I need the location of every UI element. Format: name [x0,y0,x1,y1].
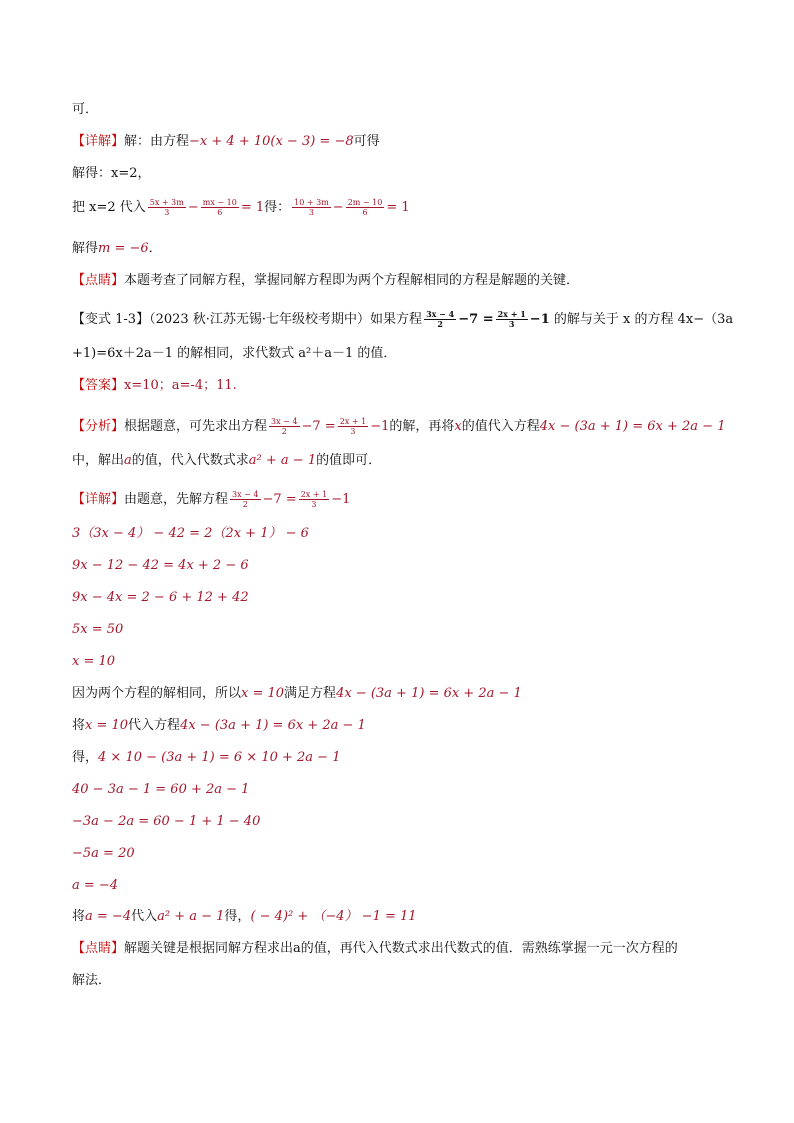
analysis-line [72,417,725,436]
text-line [72,685,522,703]
fraction [299,490,329,509]
text: 得， [224,909,251,924]
numerator: 3x − 4 [426,309,455,319]
fraction [424,310,456,329]
numerator: 2x + 1 [497,309,526,319]
math-variable: a [124,453,132,468]
denominator: 2 [242,500,248,509]
math-expression: a = −4 [72,878,119,893]
numerator: 5x + 3m [149,198,184,207]
math-operator: − [332,200,344,215]
section-tag: 【详解】 [72,492,125,507]
text: 本题考查了同解方程，掌握同解方程即为两个方程解相同的方程是解题的关键． [124,273,580,288]
denominator: 2 [437,319,443,329]
text-line [72,198,410,217]
answer-text: x=10；a=-4；11. [124,378,237,393]
comment-line [72,272,579,290]
math-expression: −7 = [301,419,336,434]
numerator: 10 + 3m [294,198,329,207]
section-tag: 【点睛】 [72,941,125,956]
text: 解得：x=2， [72,166,151,181]
denominator: 6 [362,208,368,217]
text: 代入 [131,909,158,924]
text: 解：由方程 [124,134,190,149]
text: 因为两个方程的解相同，所以 [72,686,242,701]
math-expression: −7 = [458,312,494,327]
numerator: 3x − 4 [232,490,259,499]
text-line [72,101,98,119]
text: 得， [72,750,99,765]
problem-line [72,310,733,329]
numerator: 2x + 1 [339,417,367,426]
denominator: 3 [311,500,317,509]
equation-step [72,653,115,671]
detail-line [72,490,350,509]
text: 满足方程 [284,686,337,701]
text: 中，解出 [72,453,125,468]
equation-step [72,877,118,895]
comment-line [72,940,678,958]
text: 由题意，先解方程 [124,492,229,507]
equation-step [72,813,260,831]
answer-line [72,377,237,395]
text: 代入方程 [128,718,181,733]
text: （2023 秋·江苏无锡·七年级校考期中）如果方程 [149,312,423,327]
numerator: 2x + 1 [300,490,328,499]
text: 可． [72,102,99,117]
numerator: mx − 10 [202,198,237,207]
problem-line [72,345,396,363]
section-tag: 【详解】 [72,134,125,149]
text: 解法． [72,973,112,988]
math-expression: −x + 4 + 10(x − 3) = −8 [189,134,354,149]
text: 将 [72,718,86,733]
text: 的解与关于 x 的方程 4x−（3a [549,312,734,327]
equation-step [72,845,135,863]
equation-step [72,589,249,607]
math-variable: x [454,419,462,434]
section-tag: 【点睛】 [72,273,125,288]
equation-step [72,557,249,575]
math-expression: ( − 4)² + （−4） −1 = 11 [250,909,417,924]
math-expression: 5x = 50 [72,622,124,637]
text-line [72,749,340,767]
math-expression: 4x − (3a + 1) = 6x + 2a − 1 [180,718,366,733]
math-expression: a² + a − 1 [248,453,317,468]
math-expression: −3a − 2a = 60 − 1 + 1 − 40 [72,814,261,829]
text: 解得 [72,241,99,256]
math-expression: x = 10 [85,718,129,733]
fraction [292,198,331,217]
math-expression: = 1 [386,200,410,215]
equation-step [72,525,309,543]
denominator: 2 [281,427,287,436]
denominator: 3 [164,208,170,217]
math-operator: − [187,200,199,215]
text: 把 x=2 代入 [72,200,146,215]
fraction [230,490,260,509]
equation-step [72,781,249,799]
math-expression: x = 10 [241,686,285,701]
math-expression: = 1 [240,200,265,215]
math-expression: 4x − (3a + 1) = 6x + 2a − 1 [336,686,522,701]
denominator: 3 [308,208,315,217]
section-tag: 【变式 1-3】 [72,312,150,327]
math-expression: 9x − 4x = 2 − 6 + 12 + 42 [72,590,249,605]
text-line [72,165,151,183]
math-expression: 4x − (3a + 1) = 6x + 2a − 1 [539,419,726,434]
math-expression: x = 10 [72,654,116,669]
denominator: 3 [350,427,356,436]
text-line [72,908,417,926]
text: ． [148,241,162,256]
numerator: 3x − 4 [271,417,298,426]
fraction [148,198,186,217]
fraction [269,417,299,436]
text: 得： [264,200,291,215]
section-tag: 【答案】 [72,378,125,393]
text-line [72,240,162,258]
numerator: 2m − 10 [347,198,383,207]
math-expression: 9x − 12 − 42 = 4x + 2 − 6 [72,558,249,573]
math-expression: 4 × 10 − (3a + 1) = 6 × 10 + 2a − 1 [98,750,341,765]
math-expression: −1 [529,312,550,327]
math-expression: m = −6 [98,241,149,256]
text: 的解，再将 [389,419,455,434]
math-expression: −1 [370,419,390,434]
math-expression: −1 [331,492,351,507]
text: 根据题意，可先求出方程 [124,419,268,434]
text: 的值，代入代数式求 [131,453,249,468]
math-expression: a = −4 [85,909,132,924]
text-line [72,972,111,990]
detail-line [72,133,380,151]
text-line [72,717,366,735]
denominator: 3 [508,319,515,329]
text: 将 [72,909,86,924]
math-expression: −7 = [262,492,297,507]
equation-step [72,621,123,639]
text: +1)=6x＋2a－1 的解相同，求代数式 a²＋a－1 的值． [72,346,397,361]
math-expression: −5a = 20 [72,846,135,861]
section-tag: 【分析】 [72,419,125,434]
fraction [338,417,368,436]
text: 解题关键是根据同解方程求出a的值，再代入代数式求出代数式的值．需熟练掌握一元一次方程的 [124,941,678,956]
denominator: 6 [217,208,223,217]
analysis-line [72,452,381,470]
text: 的值即可． [316,453,382,468]
math-expression: a² + a − 1 [157,909,225,924]
text: 的值代入方程 [461,419,540,434]
fraction [201,198,239,217]
math-expression: 40 − 3a − 1 = 60 + 2a − 1 [72,782,250,797]
fraction [346,198,385,217]
text: 可得 [353,134,380,149]
math-expression: 3（3x − 4） − 42 = 2（2x + 1） − 6 [72,526,309,541]
fraction [496,310,528,329]
